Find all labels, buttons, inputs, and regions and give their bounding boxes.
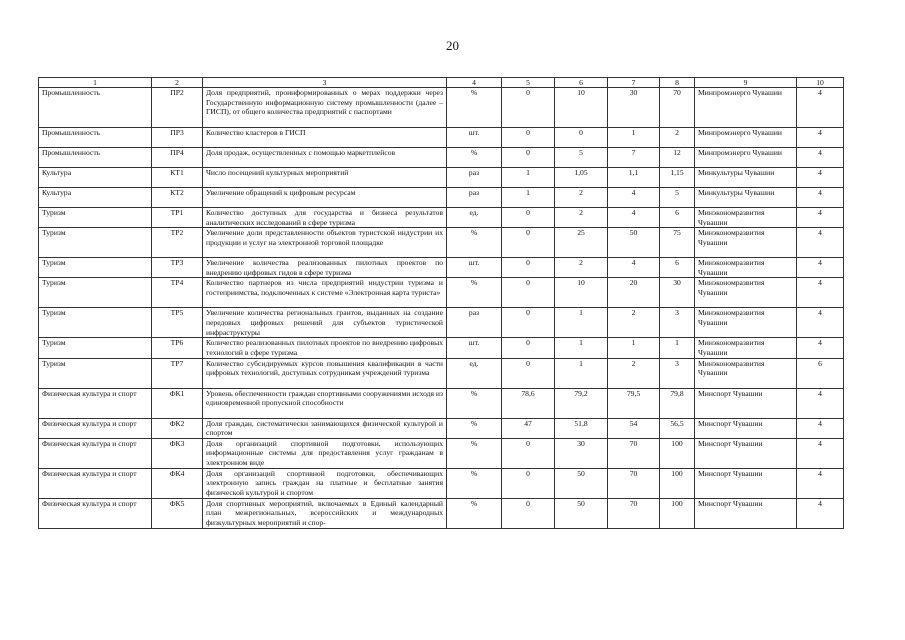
value-cell: 75 (660, 228, 695, 258)
indicators-table (38, 77, 844, 529)
code-cell: ТР1 (152, 208, 203, 228)
sector-cell: Физическая культура и спорт (39, 498, 152, 528)
value-cell: 54 (608, 418, 660, 438)
unit-cell: ед. (447, 358, 502, 388)
indicator-cell: Количество доступных для государства и бизнеса результатов аналитических исследований в сфере туризма (203, 208, 447, 228)
value-cell: 70 (608, 438, 660, 468)
col10-cell: 4 (797, 388, 844, 418)
unit-cell: % (447, 418, 502, 438)
ministry-cell: Минспорт Чувашии (695, 498, 797, 528)
sector-cell: Физическая культура и спорт (39, 388, 152, 418)
value-cell: 1 (608, 338, 660, 358)
table-row (39, 168, 844, 188)
value-cell: 0 (502, 498, 555, 528)
value-cell: 1 (502, 168, 555, 188)
value-cell: 7 (608, 148, 660, 168)
code-cell: ТР6 (152, 338, 203, 358)
value-cell: 47 (502, 418, 555, 438)
indicator-cell: Доля организаций спортивной подготовки, обеспечивающих электронную запись граждан на платные и бесплатные занятия физической культурой и спортом (203, 468, 447, 498)
unit-cell: шт. (447, 128, 502, 148)
sector-cell: Туризм (39, 258, 152, 278)
code-cell: ПР2 (152, 88, 203, 128)
unit-cell: % (447, 438, 502, 468)
table-row (39, 388, 844, 418)
col10-cell: 4 (797, 468, 844, 498)
value-cell: 100 (660, 498, 695, 528)
table-row (39, 498, 844, 528)
col10-cell: 4 (797, 418, 844, 438)
value-cell: 0 (502, 308, 555, 338)
table-row (39, 228, 844, 258)
indicator-cell: Увеличение обращений к цифровым ресурсам (203, 188, 447, 208)
header-cell: 8 (660, 78, 695, 88)
col10-cell: 4 (797, 498, 844, 528)
indicator-cell: Уровень обеспеченности граждан спортивными сооружениями исходя из единовременной пропускной способности (203, 388, 447, 418)
sector-cell: Промышленность (39, 148, 152, 168)
table-row (39, 338, 844, 358)
value-cell: 5 (660, 188, 695, 208)
unit-cell: % (447, 148, 502, 168)
sector-cell: Физическая культура и спорт (39, 468, 152, 498)
value-cell: 1 (608, 128, 660, 148)
value-cell: 20 (608, 278, 660, 308)
value-cell: 56,5 (660, 418, 695, 438)
value-cell: 0 (555, 128, 608, 148)
table-row (39, 308, 844, 338)
value-cell: 79,2 (555, 388, 608, 418)
value-cell: 6 (660, 258, 695, 278)
value-cell: 0 (502, 228, 555, 258)
col10-cell: 4 (797, 228, 844, 258)
indicator-cell: Доля продаж, осуществленных с помощью маркетплейсов (203, 148, 447, 168)
sector-cell: Физическая культура и спорт (39, 418, 152, 438)
unit-cell: % (447, 498, 502, 528)
code-cell: ТР5 (152, 308, 203, 338)
indicator-cell: Количество кластеров в ГИСП (203, 128, 447, 148)
header-cell: 2 (152, 78, 203, 88)
sector-cell: Промышленность (39, 88, 152, 128)
ministry-cell: Минэкономразвития Чувашии (695, 208, 797, 228)
sector-cell: Туризм (39, 208, 152, 228)
value-cell: 30 (660, 278, 695, 308)
sector-cell: Культура (39, 188, 152, 208)
value-cell: 4 (608, 208, 660, 228)
value-cell: 78,6 (502, 388, 555, 418)
ministry-cell: Минэкономразвития Чувашии (695, 228, 797, 258)
sector-cell: Туризм (39, 358, 152, 388)
value-cell: 0 (502, 338, 555, 358)
value-cell: 5 (555, 148, 608, 168)
value-cell: 10 (555, 88, 608, 128)
table-row (39, 258, 844, 278)
value-cell: 0 (502, 468, 555, 498)
indicator-cell: Увеличение количества реализованных пилотных проектов по внедрению цифровых гидов в сфере туризма (203, 258, 447, 278)
page-number: 20 (446, 38, 459, 53)
header-row (39, 78, 844, 88)
code-cell: КТ1 (152, 168, 203, 188)
header-cell: 1 (39, 78, 152, 88)
col10-cell: 4 (797, 258, 844, 278)
value-cell: 1 (555, 358, 608, 388)
unit-cell: раз (447, 168, 502, 188)
value-cell: 1,15 (660, 168, 695, 188)
table-row (39, 438, 844, 468)
sector-cell: Туризм (39, 278, 152, 308)
value-cell: 25 (555, 228, 608, 258)
unit-cell: % (447, 228, 502, 258)
value-cell: 79,5 (608, 388, 660, 418)
ministry-cell: Минэкономразвития Чувашии (695, 258, 797, 278)
unit-cell: раз (447, 308, 502, 338)
code-cell: ТР3 (152, 258, 203, 278)
value-cell: 1 (555, 338, 608, 358)
col10-cell: 4 (797, 208, 844, 228)
col10-cell: 4 (797, 168, 844, 188)
ministry-cell: Минэкономразвития Чувашии (695, 358, 797, 388)
ministry-cell: Минкультуры Чувашии (695, 188, 797, 208)
value-cell: 0 (502, 278, 555, 308)
col10-cell: 4 (797, 188, 844, 208)
unit-cell: % (447, 388, 502, 418)
value-cell: 4 (608, 188, 660, 208)
value-cell: 100 (660, 468, 695, 498)
unit-cell: % (447, 88, 502, 128)
sector-cell: Туризм (39, 308, 152, 338)
code-cell: ФК1 (152, 388, 203, 418)
col10-cell: 6 (797, 358, 844, 388)
value-cell: 2 (555, 258, 608, 278)
value-cell: 30 (555, 438, 608, 468)
ministry-cell: Минпромэнерго Чувашии (695, 88, 797, 128)
unit-cell: % (447, 468, 502, 498)
code-cell: ТР2 (152, 228, 203, 258)
value-cell: 0 (502, 438, 555, 468)
value-cell: 70 (608, 468, 660, 498)
value-cell: 1 (660, 338, 695, 358)
table-row (39, 128, 844, 148)
header-cell: 3 (203, 78, 447, 88)
value-cell: 2 (608, 308, 660, 338)
unit-cell: раз (447, 188, 502, 208)
header-cell: 7 (608, 78, 660, 88)
table-row (39, 468, 844, 498)
value-cell: 79,8 (660, 388, 695, 418)
code-cell: ФК3 (152, 438, 203, 468)
value-cell: 2 (555, 208, 608, 228)
indicator-cell: Количество субсидируемых курсов повышения квалификации в части цифровых технологий, доступных сотрудникам учреждений туризма (203, 358, 447, 388)
col10-cell: 4 (797, 338, 844, 358)
table-row (39, 88, 844, 128)
table-body (39, 88, 844, 529)
indicator-cell: Доля спортивных мероприятий, включаемых в Единый календарный план межрегиональных, всероссийских и международных физкультурных мероприятий и спор- (203, 498, 447, 528)
col10-cell: 4 (797, 438, 844, 468)
indicator-cell: Доля граждан, систематически занимающихся физической культурой и спортом (203, 418, 447, 438)
value-cell: 0 (502, 208, 555, 228)
ministry-cell: Минспорт Чувашии (695, 468, 797, 498)
code-cell: ФК2 (152, 418, 203, 438)
ministry-cell: Минспорт Чувашии (695, 418, 797, 438)
ministry-cell: Минэкономразвития Чувашии (695, 308, 797, 338)
header-cell: 6 (555, 78, 608, 88)
value-cell: 3 (660, 308, 695, 338)
table-header (39, 78, 844, 88)
unit-cell: % (447, 278, 502, 308)
value-cell: 2 (608, 358, 660, 388)
sector-cell: Культура (39, 168, 152, 188)
col10-cell: 4 (797, 278, 844, 308)
value-cell: 50 (555, 468, 608, 498)
table-row (39, 418, 844, 438)
code-cell: ФК5 (152, 498, 203, 528)
indicator-cell: Количество реализованных пилотных проектов по внедрению цифровых технологий в сфере туризма (203, 338, 447, 358)
ministry-cell: Минэкономразвития Чувашии (695, 338, 797, 358)
ministry-cell: Минспорт Чувашии (695, 388, 797, 418)
indicator-cell: Увеличение количества региональных грантов, выданных на создание передовых цифровых решений для субъектов туристической инфраструктуры (203, 308, 447, 338)
table-row (39, 188, 844, 208)
header-cell: 4 (447, 78, 502, 88)
sector-cell: Туризм (39, 338, 152, 358)
value-cell: 12 (660, 148, 695, 168)
code-cell: ТР4 (152, 278, 203, 308)
unit-cell: шт. (447, 258, 502, 278)
value-cell: 0 (502, 128, 555, 148)
value-cell: 0 (502, 258, 555, 278)
value-cell: 0 (502, 88, 555, 128)
indicator-cell: Число посещений культурных мероприятий (203, 168, 447, 188)
value-cell: 10 (555, 278, 608, 308)
value-cell: 2 (555, 188, 608, 208)
unit-cell: ед. (447, 208, 502, 228)
value-cell: 100 (660, 438, 695, 468)
col10-cell: 4 (797, 308, 844, 338)
code-cell: ТР7 (152, 358, 203, 388)
table-row (39, 148, 844, 168)
value-cell: 70 (608, 498, 660, 528)
value-cell: 2 (660, 128, 695, 148)
value-cell: 0 (502, 358, 555, 388)
indicator-cell: Доля предприятий, проинформированных о мерах поддержки через Государственную информационную систему промышленности (далее – ГИСП), от общего количества предприятий с паспортами (203, 88, 447, 128)
value-cell: 1 (502, 188, 555, 208)
header-cell: 9 (695, 78, 797, 88)
sector-cell: Туризм (39, 228, 152, 258)
value-cell: 70 (660, 88, 695, 128)
value-cell: 50 (555, 498, 608, 528)
value-cell: 30 (608, 88, 660, 128)
table-row (39, 278, 844, 308)
code-cell: КТ2 (152, 188, 203, 208)
value-cell: 51,8 (555, 418, 608, 438)
value-cell: 50 (608, 228, 660, 258)
ministry-cell: Минпромэнерго Чувашии (695, 128, 797, 148)
table-row (39, 358, 844, 388)
col10-cell: 4 (797, 128, 844, 148)
sector-cell: Физическая культура и спорт (39, 438, 152, 468)
ministry-cell: Минпромэнерго Чувашии (695, 148, 797, 168)
value-cell: 1,05 (555, 168, 608, 188)
unit-cell: шт. (447, 338, 502, 358)
ministry-cell: Минкультуры Чувашии (695, 168, 797, 188)
value-cell: 6 (660, 208, 695, 228)
col10-cell: 4 (797, 148, 844, 168)
value-cell: 4 (608, 258, 660, 278)
header-cell: 5 (502, 78, 555, 88)
code-cell: ПР3 (152, 128, 203, 148)
header-cell: 10 (797, 78, 844, 88)
table-row (39, 208, 844, 228)
ministry-cell: Минспорт Чувашии (695, 438, 797, 468)
code-cell: ПР4 (152, 148, 203, 168)
ministry-cell: Минэкономразвития Чувашии (695, 278, 797, 308)
indicator-cell: Доля организаций спортивной подготовки, использующих информационные системы для предоставления услуг гражданам в электронном виде (203, 438, 447, 468)
col10-cell: 4 (797, 88, 844, 128)
value-cell: 3 (660, 358, 695, 388)
sector-cell: Промышленность (39, 128, 152, 148)
indicator-cell: Увеличение доли представленности объектов туристской индустрии их продукции и услуг на электронной торговой площадке (203, 228, 447, 258)
value-cell: 1 (555, 308, 608, 338)
indicator-cell: Количество партнеров из числа предприятий индустрии туризма и гостеприимства, подключенных к системе «Электронная карта туриста» (203, 278, 447, 308)
value-cell: 1,1 (608, 168, 660, 188)
code-cell: ФК4 (152, 468, 203, 498)
value-cell: 0 (502, 148, 555, 168)
